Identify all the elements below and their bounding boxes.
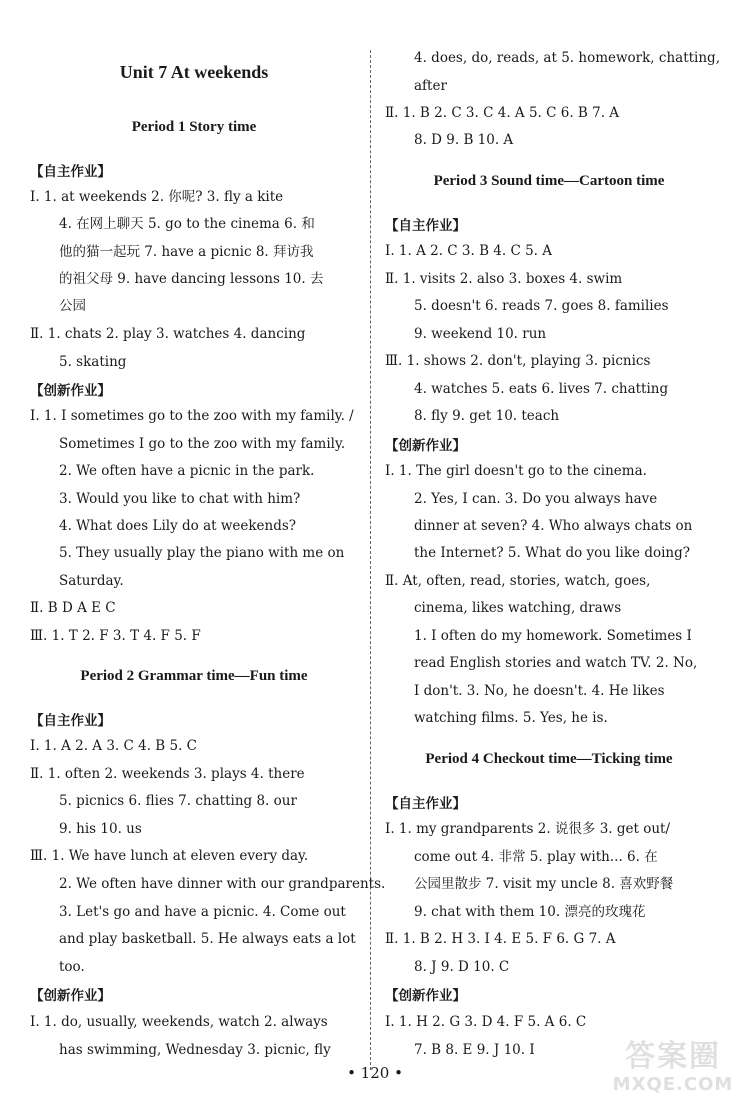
answer-line: Ⅱ. 1. B 2. C 3. C 4. A 5. C 6. B 7. A bbox=[385, 105, 620, 121]
period-4-title: Period 4 Checkout time—Ticking time bbox=[425, 751, 673, 767]
self-homework-heading: 【自主作业】 bbox=[385, 218, 466, 234]
answer-line: 2. We often have a picnic in the park. bbox=[59, 463, 315, 479]
self-homework-heading: 【自主作业】 bbox=[385, 796, 466, 812]
answer-line: Ⅱ. 1. visits 2. also 3. boxes 4. swim bbox=[385, 271, 623, 287]
answer-line: 2. Yes, I can. 3. Do you always have bbox=[414, 491, 658, 507]
answer-line: 2. We often have dinner with our grandparents. bbox=[59, 876, 386, 892]
answer-line: watching films. 5. Yes, he is. bbox=[414, 710, 608, 726]
answer-line: Ⅰ. 1. H 2. G 3. D 4. F 5. A 6. C bbox=[385, 1014, 587, 1030]
answer-line: 4. watches 5. eats 6. lives 7. chatting bbox=[414, 381, 669, 397]
answer-line: too. bbox=[59, 959, 85, 975]
answer-line: 8. J 9. D 10. C bbox=[414, 959, 510, 975]
period-3-title: Period 3 Sound time—Cartoon time bbox=[433, 173, 665, 189]
answer-line: Ⅰ. 1. at weekends 2. 你呢? 3. fly a kite bbox=[30, 189, 284, 205]
answer-line: after bbox=[414, 78, 447, 94]
innovation-homework-heading: 【创新作业】 bbox=[30, 383, 111, 399]
answer-line: 4. does, do, reads, at 5. homework, chatting, bbox=[414, 50, 720, 66]
answer-line: Ⅱ. B D A E C bbox=[30, 600, 116, 616]
answer-line: dinner at seven? 4. Who always chats on bbox=[414, 518, 693, 534]
answer-line: I don't. 3. No, he doesn't. 4. He likes bbox=[414, 683, 665, 699]
innovation-homework-heading: 【创新作业】 bbox=[385, 438, 466, 454]
answer-line: Ⅲ. 1. We have lunch at eleven every day. bbox=[30, 848, 309, 864]
answer-line: Ⅰ. 1. The girl doesn't go to the cinema. bbox=[385, 463, 647, 479]
page-number: • 120 • bbox=[347, 1064, 403, 1082]
answer-line: 9. chat with them 10. 漂亮的玫瑰花 bbox=[414, 904, 646, 920]
answer-line: Ⅰ. 1. my grandparents 2. 说很多 3. get out/ bbox=[385, 821, 671, 837]
answer-line: 5. skating bbox=[59, 354, 127, 370]
answer-line: 8. fly 9. get 10. teach bbox=[414, 408, 560, 424]
answer-line: Ⅰ. 1. A 2. C 3. B 4. C 5. A bbox=[385, 243, 553, 259]
answer-line: 3. Would you like to chat with him? bbox=[59, 491, 301, 507]
period-1-title: Period 1 Story time bbox=[131, 119, 257, 135]
unit-title: Unit 7 At weekends bbox=[119, 62, 269, 82]
answer-line: Ⅰ. 1. do, usually, weekends, watch 2. always bbox=[30, 1014, 328, 1030]
answer-line: 5. doesn't 6. reads 7. goes 8. families bbox=[414, 298, 669, 314]
answer-line: 5. They usually play the piano with me on bbox=[59, 545, 345, 561]
answer-line: 公园 bbox=[59, 298, 86, 314]
answer-line: 的祖父母 9. have dancing lessons 10. 去 bbox=[59, 271, 324, 287]
answer-line: 7. B 8. E 9. J 10. I bbox=[414, 1042, 535, 1058]
watermark-text: 答案圈 bbox=[625, 1039, 721, 1074]
column-divider bbox=[370, 50, 371, 1070]
answer-line: 9. his 10. us bbox=[59, 821, 142, 837]
answer-line: Ⅲ. 1. shows 2. don't, playing 3. picnics bbox=[385, 353, 651, 369]
answer-line: the Internet? 5. What do you like doing? bbox=[414, 545, 690, 561]
answer-line: 1. I often do my homework. Sometimes I bbox=[414, 628, 692, 644]
watermark-logo bbox=[608, 1040, 738, 1098]
answer-line: 3. Let's go and have a picnic. 4. Come out bbox=[59, 904, 346, 920]
answer-line: 4. What does Lily do at weekends? bbox=[59, 518, 297, 534]
answer-line: cinema, likes watching, draws bbox=[414, 600, 622, 616]
answer-line: 公园里散步 7. visit my uncle 8. 喜欢野餐 bbox=[414, 876, 674, 892]
answer-line: 5. picnics 6. flies 7. chatting 8. our bbox=[59, 793, 297, 809]
answer-line: 9. weekend 10. run bbox=[414, 326, 547, 342]
answer-line: Saturday. bbox=[59, 573, 124, 589]
innovation-homework-heading: 【创新作业】 bbox=[385, 988, 466, 1004]
self-homework-heading: 【自主作业】 bbox=[30, 164, 111, 180]
answer-line: Ⅱ. 1. often 2. weekends 3. plays 4. there bbox=[30, 766, 305, 782]
answer-line: Ⅲ. 1. T 2. F 3. T 4. F 5. F bbox=[30, 628, 201, 644]
period-2-title: Period 2 Grammar time—Fun time bbox=[80, 668, 308, 684]
answer-line: Sometimes I go to the zoo with my family. bbox=[59, 436, 346, 452]
answer-line: 4. 在网上聊天 5. go to the cinema 6. 和 bbox=[59, 216, 315, 232]
answer-line: and play basketball. 5. He always eats a lot bbox=[59, 931, 356, 947]
answer-line: come out 4. 非常 5. play with... 6. 在 bbox=[414, 849, 658, 865]
answer-line: Ⅰ. 1. A 2. A 3. C 4. B 5. C bbox=[30, 738, 198, 754]
answer-line: 8. D 9. B 10. A bbox=[414, 132, 514, 148]
answer-line: Ⅱ. 1. chats 2. play 3. watches 4. dancing bbox=[30, 326, 306, 342]
answer-line: 他的猫一起玩 7. have a picnic 8. 拜访我 bbox=[59, 244, 314, 260]
answer-line: has swimming, Wednesday 3. picnic, fly bbox=[59, 1042, 331, 1058]
innovation-homework-heading: 【创新作业】 bbox=[30, 988, 111, 1004]
answer-line: Ⅰ. 1. I sometimes go to the zoo with my family. / bbox=[30, 408, 354, 424]
self-homework-heading: 【自主作业】 bbox=[30, 713, 111, 729]
answer-line: Ⅱ. At, often, read, stories, watch, goes, bbox=[385, 573, 651, 589]
answer-line: Ⅱ. 1. B 2. H 3. I 4. E 5. F 6. G 7. A bbox=[385, 931, 616, 947]
answer-line: read English stories and watch TV. 2. No, bbox=[414, 655, 698, 671]
watermark-url: MXQE.COM bbox=[612, 1074, 734, 1095]
